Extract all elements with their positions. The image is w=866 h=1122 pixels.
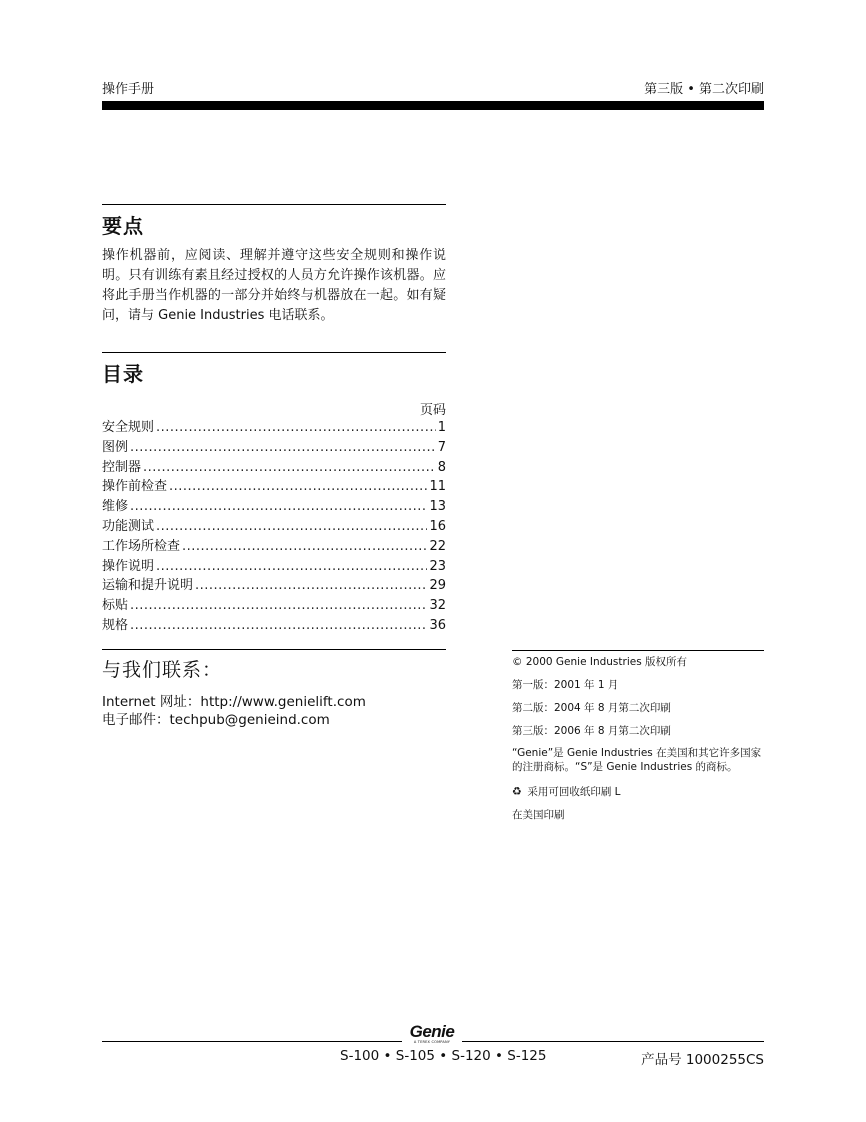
table-of-contents: [102, 418, 446, 636]
toc-entry-page: 8: [437, 459, 446, 475]
section-rule: [102, 352, 446, 353]
printed-in-usa: 在美国印刷: [512, 809, 565, 821]
toc-leader: [130, 438, 436, 458]
toc-entry-title: 标贴: [102, 598, 129, 614]
toc-entry[interactable]: [102, 596, 446, 616]
edition-2: 第二版：2004 年 8 月第二次印刷: [512, 702, 671, 714]
footer-rule-right: [462, 1041, 764, 1042]
toc-entry[interactable]: [102, 438, 446, 458]
toc-entry-page: 36: [429, 617, 446, 633]
toc-leader: [182, 537, 427, 557]
toc-entry-title: 操作说明: [102, 558, 155, 574]
toc-entry-page: 22: [429, 538, 446, 554]
toc-entry[interactable]: [102, 477, 446, 497]
recycle-icon: ♻: [512, 785, 522, 798]
toc-entry-title: 操作前检查: [102, 479, 168, 495]
model-list: S-100 • S-105 • S-120 • S-125: [340, 1048, 547, 1064]
toc-leader: [130, 616, 427, 636]
toc-entry[interactable]: [102, 616, 446, 636]
recycled-text: 采用可回收纸印刷 L: [527, 786, 621, 798]
toc-entry-title: 控制器: [102, 459, 142, 475]
toc-leader: [156, 557, 427, 577]
genie-logo: [404, 1023, 460, 1045]
toc-entry-title: 工作场所检查: [102, 538, 181, 554]
part-number: 产品号 1000255CS: [641, 1052, 764, 1068]
toc-entry-page: 29: [429, 578, 446, 594]
edition-3: 第三版：2006 年 8 月第二次印刷: [512, 725, 671, 737]
toc-entry-page: 7: [437, 439, 446, 455]
toc-entry-title: 维修: [102, 499, 129, 515]
toc-entry-page: 16: [429, 518, 446, 534]
toc-title: 目录: [102, 362, 144, 386]
toc-entry[interactable]: [102, 458, 446, 478]
toc-entry-page: 32: [429, 598, 446, 614]
toc-entry-title: 运输和提升说明: [102, 578, 194, 594]
important-title: 要点: [102, 214, 144, 238]
toc-entry[interactable]: [102, 517, 446, 537]
toc-entry-page: 13: [429, 499, 446, 515]
toc-entry[interactable]: [102, 557, 446, 577]
toc-leader: [169, 477, 427, 497]
toc-leader: [195, 576, 427, 596]
toc-leader: [156, 517, 427, 537]
contact-email[interactable]: 电子邮件：techpub@genieind.com: [102, 712, 330, 728]
footer-rule-left: [102, 1041, 402, 1042]
toc-page-header: 页码: [419, 403, 446, 418]
toc-entry-page: 1: [437, 420, 446, 435]
section-rule: [102, 649, 446, 650]
section-rule: [102, 204, 446, 205]
toc-entry[interactable]: [102, 576, 446, 596]
recycled-notice: [512, 785, 766, 799]
edition-1: 第一版：2001 年 1 月: [512, 679, 619, 691]
copyright-line: © 2000 Genie Industries 版权所有: [512, 656, 688, 668]
toc-leader: [130, 596, 427, 616]
toc-entry[interactable]: [102, 537, 446, 557]
toc-entry[interactable]: [102, 497, 446, 517]
manual-type-label: 操作手册: [102, 82, 155, 97]
copyright-rule: [512, 650, 764, 651]
contact-title: 与我们联系：: [102, 659, 223, 681]
toc-entry-title: 图例: [102, 439, 129, 455]
important-body: 操作机器前，应阅读、理解并遵守这些安全规则和操作说明。只有训练有素且经过授权的人员方允许操作该机器。应将此手册当作机器的一部分并始终与机器放在一起。如有疑问，请与 Genie Industries 电话联系。: [102, 248, 446, 323]
header-divider: [102, 101, 764, 110]
logo-wordmark: Genie: [409, 1022, 455, 1041]
toc-entry-page: 23: [429, 558, 446, 574]
trademark-notice: “Genie”是 Genie Industries 在美国和其它许多国家的注册商标。“S”是 Genie Industries 的商标。: [512, 747, 762, 773]
toc-leader: [130, 497, 427, 517]
toc-leader: [156, 418, 436, 438]
toc-entry[interactable]: [102, 418, 446, 438]
contact-internet[interactable]: Internet 网址：http://www.genielift.com: [102, 694, 366, 710]
edition-label: 第三版 • 第二次印刷: [644, 82, 764, 97]
toc-entry-page: 11: [429, 479, 446, 495]
toc-entry-title: 规格: [102, 617, 129, 633]
toc-entry-title: 安全规则: [102, 420, 155, 435]
toc-entry-title: 功能测试: [102, 518, 155, 534]
toc-leader: [143, 458, 436, 478]
logo-tagline: A TEREX COMPANY: [413, 1040, 451, 1044]
